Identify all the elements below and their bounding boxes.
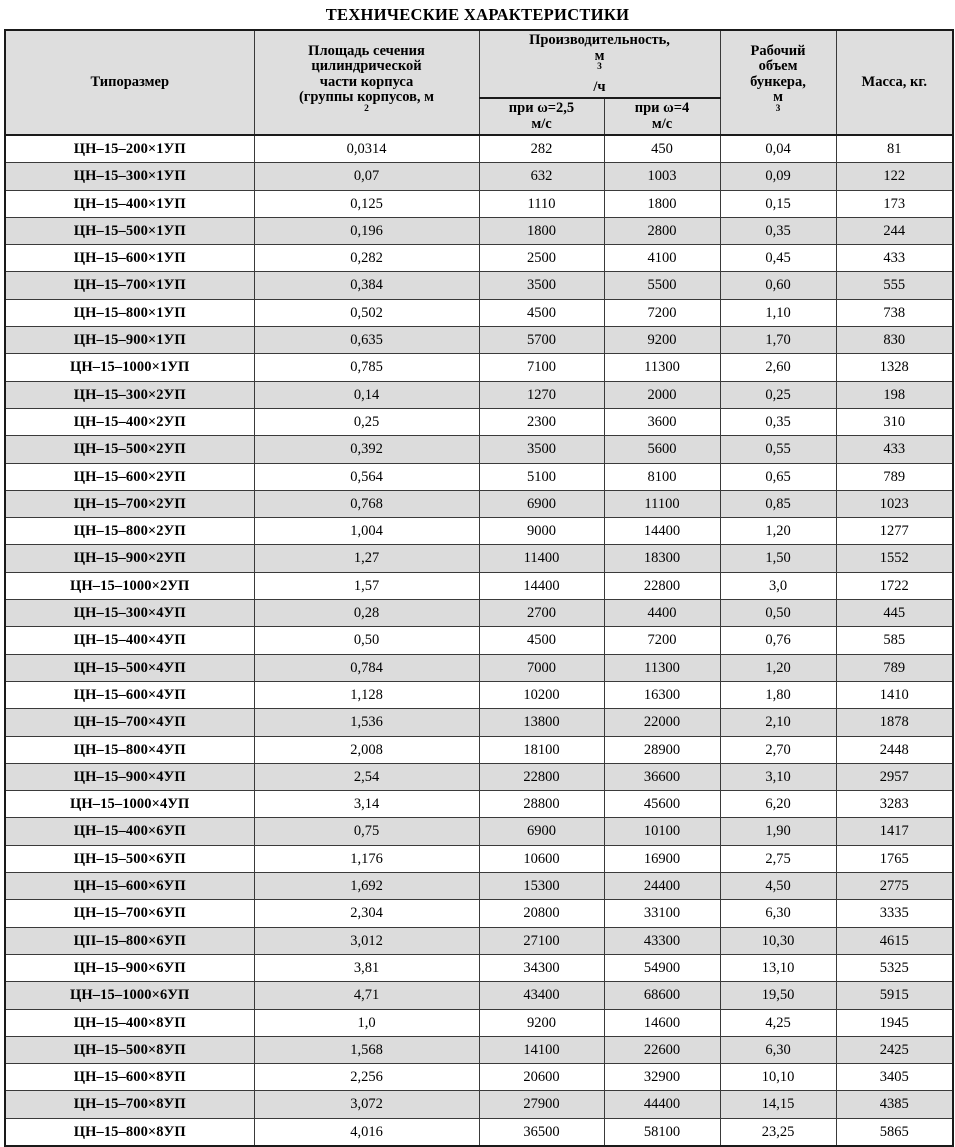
cell-typesize: ЦН–15–600×8УП [5, 1064, 254, 1091]
cell-capacity-omega-4: 3600 [604, 408, 720, 435]
column-header-mass-label: Масса, кг. [861, 73, 927, 90]
table-row [5, 681, 953, 708]
column-header-hopper-volume [720, 30, 836, 135]
cell-typesize: ЦН–15–900×2УП [5, 545, 254, 572]
cell-capacity-omega-2-5: 28800 [479, 791, 604, 818]
cell-capacity-omega-4: 54900 [604, 954, 720, 981]
cell-typesize: ЦН–15–500×6УП [5, 845, 254, 872]
table-row [5, 900, 953, 927]
cell-section-area: 3,072 [254, 1091, 479, 1118]
table-row [5, 217, 953, 244]
cell-capacity-omega-2-5: 22800 [479, 763, 604, 790]
table-row [5, 927, 953, 954]
cell-typesize: ЦН–15–800×8УП [5, 1118, 254, 1146]
cell-typesize: ЦН–15–400×2УП [5, 408, 254, 435]
cell-hopper-volume: 2,60 [720, 354, 836, 381]
cell-section-area: 0,392 [254, 436, 479, 463]
cell-mass: 244 [836, 217, 953, 244]
column-header-capacity-omega-4 [604, 98, 720, 135]
column-header-capacity-omega-2-5 [479, 98, 604, 135]
cell-section-area: 3,81 [254, 954, 479, 981]
column-header-section-area [254, 30, 479, 135]
cell-typesize: ЦН–15–700×1УП [5, 272, 254, 299]
table-row [5, 545, 953, 572]
cell-hopper-volume: 0,50 [720, 600, 836, 627]
cell-section-area: 0,50 [254, 627, 479, 654]
cell-capacity-omega-4: 43300 [604, 927, 720, 954]
cell-capacity-omega-4: 8100 [604, 463, 720, 490]
cell-section-area: 2,256 [254, 1064, 479, 1091]
cell-mass: 173 [836, 190, 953, 217]
cell-section-area: 0,196 [254, 217, 479, 244]
table-row [5, 1036, 953, 1063]
table-row [5, 408, 953, 435]
cell-section-area: 1,176 [254, 845, 479, 872]
cell-hopper-volume: 1,50 [720, 545, 836, 572]
table-row [5, 600, 953, 627]
cell-typesize: ЦІІ–15–800×6УП [5, 927, 254, 954]
cell-mass: 433 [836, 436, 953, 463]
table-row [5, 627, 953, 654]
cell-capacity-omega-4: 2000 [604, 381, 720, 408]
cell-capacity-omega-4: 5500 [604, 272, 720, 299]
cell-hopper-volume: 0,45 [720, 245, 836, 272]
cell-hopper-volume: 0,04 [720, 135, 836, 163]
cell-capacity-omega-2-5: 6900 [479, 490, 604, 517]
cell-typesize: ЦН–15–400×1УП [5, 190, 254, 217]
cell-typesize: ЦН–15–700×2УП [5, 490, 254, 517]
cell-hopper-volume: 6,30 [720, 1036, 836, 1063]
cell-hopper-volume: 0,15 [720, 190, 836, 217]
cell-capacity-omega-2-5: 9000 [479, 518, 604, 545]
cell-mass: 1722 [836, 572, 953, 599]
cell-capacity-omega-2-5: 34300 [479, 954, 604, 981]
cell-typesize: ЦН–15–900×6УП [5, 954, 254, 981]
table-row [5, 736, 953, 763]
cell-typesize: ЦН–15–600×1УП [5, 245, 254, 272]
cell-capacity-omega-2-5: 2300 [479, 408, 604, 435]
table-row [5, 791, 953, 818]
cell-typesize: ЦН–15–800×4УП [5, 736, 254, 763]
cell-typesize: ЦН–15–300×1УП [5, 163, 254, 190]
cell-section-area: 0,784 [254, 654, 479, 681]
cell-typesize: ЦН–15–600×2УП [5, 463, 254, 490]
cell-typesize: ЦН–15–500×8УП [5, 1036, 254, 1063]
cell-hopper-volume: 14,15 [720, 1091, 836, 1118]
cell-section-area: 2,008 [254, 736, 479, 763]
cell-typesize: ЦН–15–1000×1УП [5, 354, 254, 381]
cell-capacity-omega-2-5: 43400 [479, 982, 604, 1009]
cell-hopper-volume: 2,10 [720, 709, 836, 736]
cell-capacity-omega-4: 11100 [604, 490, 720, 517]
capacity-sub2-line-2: м/с [651, 115, 673, 132]
cell-typesize: ЦН–15–400×4УП [5, 627, 254, 654]
cell-capacity-omega-4: 28900 [604, 736, 720, 763]
cell-mass: 3335 [836, 900, 953, 927]
column-header-typesize-label: Типоразмер [90, 73, 170, 90]
cell-mass: 1878 [836, 709, 953, 736]
table-row [5, 190, 953, 217]
cell-hopper-volume: 1,10 [720, 299, 836, 326]
table-row [5, 845, 953, 872]
cell-capacity-omega-2-5: 13800 [479, 709, 604, 736]
cell-section-area: 0,768 [254, 490, 479, 517]
cell-capacity-omega-4: 45600 [604, 791, 720, 818]
capacity-units: м $^3$ /ч [593, 47, 606, 95]
cell-capacity-omega-2-5: 5700 [479, 327, 604, 354]
cell-mass: 198 [836, 381, 953, 408]
cell-typesize: ЦН–15–800×1УП [5, 299, 254, 326]
cell-hopper-volume: 0,09 [720, 163, 836, 190]
cell-hopper-volume: 1,80 [720, 681, 836, 708]
cell-capacity-omega-4: 450 [604, 135, 720, 163]
cell-section-area: 0,0314 [254, 135, 479, 163]
capacity-superscript: 3 [597, 62, 602, 73]
cell-capacity-omega-4: 22000 [604, 709, 720, 736]
cell-mass: 555 [836, 272, 953, 299]
cell-mass: 585 [836, 627, 953, 654]
cell-mass: 5325 [836, 954, 953, 981]
table-row [5, 463, 953, 490]
cell-section-area: 1,57 [254, 572, 479, 599]
cell-mass: 3283 [836, 791, 953, 818]
table-row [5, 1091, 953, 1118]
cell-typesize: ЦН–15–900×4УП [5, 763, 254, 790]
cell-hopper-volume: 0,35 [720, 217, 836, 244]
cell-capacity-omega-4: 16300 [604, 681, 720, 708]
column-header-typesize [5, 30, 254, 135]
cell-section-area: 2,304 [254, 900, 479, 927]
cell-section-area: 1,692 [254, 873, 479, 900]
cell-capacity-omega-2-5: 20600 [479, 1064, 604, 1091]
cell-capacity-omega-2-5: 27100 [479, 927, 604, 954]
cell-capacity-omega-4: 58100 [604, 1118, 720, 1146]
cell-section-area: 3,012 [254, 927, 479, 954]
cell-typesize: ЦН–15–1000×2УП [5, 572, 254, 599]
cell-hopper-volume: 13,10 [720, 954, 836, 981]
cell-capacity-omega-2-5: 27900 [479, 1091, 604, 1118]
table-row [5, 1009, 953, 1036]
cell-capacity-omega-4: 22800 [604, 572, 720, 599]
capacity-sub1-line-2: м/с [531, 115, 552, 132]
table-row [5, 763, 953, 790]
cell-capacity-omega-4: 1003 [604, 163, 720, 190]
hopper-units: м $^3$ [773, 89, 783, 114]
cell-typesize: ЦН–15–900×1УП [5, 327, 254, 354]
cell-hopper-volume: 23,25 [720, 1118, 836, 1146]
cell-mass: 789 [836, 654, 953, 681]
cell-capacity-omega-2-5: 4500 [479, 627, 604, 654]
table-row [5, 299, 953, 326]
cell-mass: 4385 [836, 1091, 953, 1118]
cell-hopper-volume: 1,70 [720, 327, 836, 354]
cell-mass: 4615 [836, 927, 953, 954]
cell-mass: 2448 [836, 736, 953, 763]
cell-capacity-omega-2-5: 2700 [479, 600, 604, 627]
cell-capacity-omega-2-5: 3500 [479, 272, 604, 299]
table-row [5, 381, 953, 408]
cell-section-area: 1,568 [254, 1036, 479, 1063]
cell-section-area: 0,28 [254, 600, 479, 627]
cell-hopper-volume: 4,25 [720, 1009, 836, 1036]
section-area-line-4: (группы корпусов, м $^2$ [298, 89, 435, 114]
cell-mass: 738 [836, 299, 953, 326]
cell-capacity-omega-4: 4400 [604, 600, 720, 627]
cell-capacity-omega-2-5: 11400 [479, 545, 604, 572]
cell-capacity-omega-2-5: 1270 [479, 381, 604, 408]
cell-capacity-omega-4: 7200 [604, 627, 720, 654]
cell-capacity-omega-4: 4100 [604, 245, 720, 272]
cell-hopper-volume: 1,20 [720, 654, 836, 681]
table-row [5, 709, 953, 736]
cell-capacity-omega-4: 18300 [604, 545, 720, 572]
cell-capacity-omega-2-5: 1800 [479, 217, 604, 244]
cell-section-area: 1,128 [254, 681, 479, 708]
table-body [5, 135, 953, 1146]
capacity-sub1-line-1: при ω=2,5 [508, 100, 575, 116]
cell-mass: 1328 [836, 354, 953, 381]
cell-hopper-volume: 6,20 [720, 791, 836, 818]
cell-mass: 2425 [836, 1036, 953, 1063]
cell-typesize: ЦН–15–300×4УП [5, 600, 254, 627]
cell-capacity-omega-4: 24400 [604, 873, 720, 900]
cell-mass: 433 [836, 245, 953, 272]
cell-mass: 1765 [836, 845, 953, 872]
cell-hopper-volume: 2,70 [720, 736, 836, 763]
cell-capacity-omega-2-5: 36500 [479, 1118, 604, 1146]
cell-mass: 445 [836, 600, 953, 627]
cell-mass: 122 [836, 163, 953, 190]
cell-capacity-omega-2-5: 10600 [479, 845, 604, 872]
cell-hopper-volume: 10,30 [720, 927, 836, 954]
cell-hopper-volume: 3,0 [720, 572, 836, 599]
cell-capacity-omega-4: 16900 [604, 845, 720, 872]
header-row-top [5, 30, 953, 98]
capacity-sub2-line-1: при ω=4 [634, 100, 690, 116]
cell-capacity-omega-4: 32900 [604, 1064, 720, 1091]
cell-section-area: 4,71 [254, 982, 479, 1009]
cell-capacity-omega-4: 7200 [604, 299, 720, 326]
cell-capacity-omega-4: 1800 [604, 190, 720, 217]
cell-mass: 1410 [836, 681, 953, 708]
table-row [5, 1064, 953, 1091]
cell-capacity-omega-2-5: 20800 [479, 900, 604, 927]
hopper-superscript: 3 [775, 103, 781, 114]
section-area-line-3: части корпуса [319, 73, 414, 90]
cell-typesize: ЦН–15–200×1УП [5, 135, 254, 163]
cell-hopper-volume: 0,85 [720, 490, 836, 517]
cell-capacity-omega-2-5: 4500 [479, 299, 604, 326]
cell-section-area: 0,635 [254, 327, 479, 354]
cell-section-area: 0,14 [254, 381, 479, 408]
cell-capacity-omega-4: 2800 [604, 217, 720, 244]
table-row [5, 518, 953, 545]
table-row [5, 272, 953, 299]
cell-typesize: ЦН–15–500×2УП [5, 436, 254, 463]
table-header [5, 30, 953, 135]
cell-typesize: ЦН–15–800×2УП [5, 518, 254, 545]
cell-capacity-omega-4: 22600 [604, 1036, 720, 1063]
cell-typesize: ЦН–15–500×1УП [5, 217, 254, 244]
cell-hopper-volume: 6,30 [720, 900, 836, 927]
cell-capacity-omega-4: 5600 [604, 436, 720, 463]
cell-mass: 81 [836, 135, 953, 163]
cell-mass: 1552 [836, 545, 953, 572]
cell-capacity-omega-2-5: 1110 [479, 190, 604, 217]
page-title: ТЕХНИЧЕСКИЕ ХАРАКТЕРИСТИКИ [325, 5, 630, 24]
table-row [5, 572, 953, 599]
cell-mass: 1023 [836, 490, 953, 517]
cell-capacity-omega-2-5: 18100 [479, 736, 604, 763]
cell-capacity-omega-4: 68600 [604, 982, 720, 1009]
cell-capacity-omega-2-5: 14400 [479, 572, 604, 599]
cell-capacity-omega-2-5: 10200 [479, 681, 604, 708]
cell-section-area: 0,07 [254, 163, 479, 190]
cell-capacity-omega-2-5: 632 [479, 163, 604, 190]
cell-hopper-volume: 2,75 [720, 845, 836, 872]
cell-typesize: ЦН–15–500×4УП [5, 654, 254, 681]
cell-mass: 2957 [836, 763, 953, 790]
cell-mass: 5865 [836, 1118, 953, 1146]
cell-capacity-omega-2-5: 7100 [479, 354, 604, 381]
technical-specifications-table [4, 29, 954, 1147]
capacity-line-1: Производительность, [529, 32, 670, 48]
cell-mass: 1945 [836, 1009, 953, 1036]
hopper-line-1: Рабочий [750, 42, 806, 59]
cell-hopper-volume: 0,76 [720, 627, 836, 654]
cell-typesize: ЦН–15–300×2УП [5, 381, 254, 408]
cell-mass: 3405 [836, 1064, 953, 1091]
cell-typesize: ЦН–15–400×8УП [5, 1009, 254, 1036]
cell-hopper-volume: 0,25 [720, 381, 836, 408]
cell-mass: 2775 [836, 873, 953, 900]
cell-section-area: 0,282 [254, 245, 479, 272]
cell-capacity-omega-4: 44400 [604, 1091, 720, 1118]
cell-section-area: 0,384 [254, 272, 479, 299]
table-row [5, 982, 953, 1009]
cell-capacity-omega-4: 33100 [604, 900, 720, 927]
cell-capacity-omega-2-5: 7000 [479, 654, 604, 681]
cell-capacity-omega-2-5: 6900 [479, 818, 604, 845]
cell-section-area: 4,016 [254, 1118, 479, 1146]
table-row [5, 818, 953, 845]
cell-capacity-omega-2-5: 14100 [479, 1036, 604, 1063]
section-area-line-2: цилиндрической [311, 58, 422, 75]
cell-section-area: 0,564 [254, 463, 479, 490]
cell-section-area: 0,502 [254, 299, 479, 326]
table-row [5, 135, 953, 163]
cell-capacity-omega-2-5: 3500 [479, 436, 604, 463]
section-area-superscript: 2 [364, 103, 369, 114]
table-row [5, 245, 953, 272]
cell-hopper-volume: 0,65 [720, 463, 836, 490]
cell-typesize: ЦН–15–600×4УП [5, 681, 254, 708]
cell-mass: 1417 [836, 818, 953, 845]
cell-mass: 1277 [836, 518, 953, 545]
column-header-mass [836, 30, 953, 135]
cell-capacity-omega-4: 10100 [604, 818, 720, 845]
cell-section-area: 1,27 [254, 545, 479, 572]
cell-capacity-omega-4: 36600 [604, 763, 720, 790]
cell-hopper-volume: 3,10 [720, 763, 836, 790]
table-row [5, 654, 953, 681]
cell-section-area: 0,785 [254, 354, 479, 381]
cell-typesize: ЦН–15–600×6УП [5, 873, 254, 900]
cell-section-area: 1,004 [254, 518, 479, 545]
hopper-line-3: бункера, [750, 73, 806, 90]
cell-hopper-volume: 10,10 [720, 1064, 836, 1091]
cell-typesize: ЦН–15–1000×6УП [5, 982, 254, 1009]
cell-capacity-omega-4: 14600 [604, 1009, 720, 1036]
cell-section-area: 1,536 [254, 709, 479, 736]
cell-capacity-omega-2-5: 15300 [479, 873, 604, 900]
table-row [5, 490, 953, 517]
table-row [5, 873, 953, 900]
cell-section-area: 0,25 [254, 408, 479, 435]
cell-mass: 830 [836, 327, 953, 354]
cell-section-area: 3,14 [254, 791, 479, 818]
cell-capacity-omega-2-5: 5100 [479, 463, 604, 490]
cell-typesize: ЦН–15–1000×4УП [5, 791, 254, 818]
cell-typesize: ЦН–15–400×6УП [5, 818, 254, 845]
table-row [5, 163, 953, 190]
cell-hopper-volume: 1,90 [720, 818, 836, 845]
cell-hopper-volume: 19,50 [720, 982, 836, 1009]
cell-capacity-omega-4: 9200 [604, 327, 720, 354]
cell-mass: 789 [836, 463, 953, 490]
cell-hopper-volume: 0,60 [720, 272, 836, 299]
cell-mass: 5915 [836, 982, 953, 1009]
cell-capacity-omega-4: 14400 [604, 518, 720, 545]
hopper-line-2: объем [758, 58, 798, 75]
column-header-capacity [479, 30, 720, 98]
table-row [5, 327, 953, 354]
table-row [5, 436, 953, 463]
cell-typesize: ЦН–15–700×6УП [5, 900, 254, 927]
cell-capacity-omega-4: 11300 [604, 354, 720, 381]
cell-capacity-omega-2-5: 9200 [479, 1009, 604, 1036]
section-area-line-1: Площадь сечения [308, 42, 425, 59]
table-row [5, 1118, 953, 1146]
cell-typesize: ЦН–15–700×8УП [5, 1091, 254, 1118]
cell-section-area: 2,54 [254, 763, 479, 790]
table-row [5, 954, 953, 981]
cell-section-area: 0,75 [254, 818, 479, 845]
cell-hopper-volume: 0,55 [720, 436, 836, 463]
cell-mass: 310 [836, 408, 953, 435]
cell-typesize: ЦН–15–700×4УП [5, 709, 254, 736]
cell-capacity-omega-2-5: 2500 [479, 245, 604, 272]
cell-hopper-volume: 4,50 [720, 873, 836, 900]
cell-hopper-volume: 1,20 [720, 518, 836, 545]
cell-section-area: 1,0 [254, 1009, 479, 1036]
cell-section-area: 0,125 [254, 190, 479, 217]
cell-hopper-volume: 0,35 [720, 408, 836, 435]
cell-capacity-omega-2-5: 282 [479, 135, 604, 163]
cell-capacity-omega-4: 11300 [604, 654, 720, 681]
table-row [5, 354, 953, 381]
